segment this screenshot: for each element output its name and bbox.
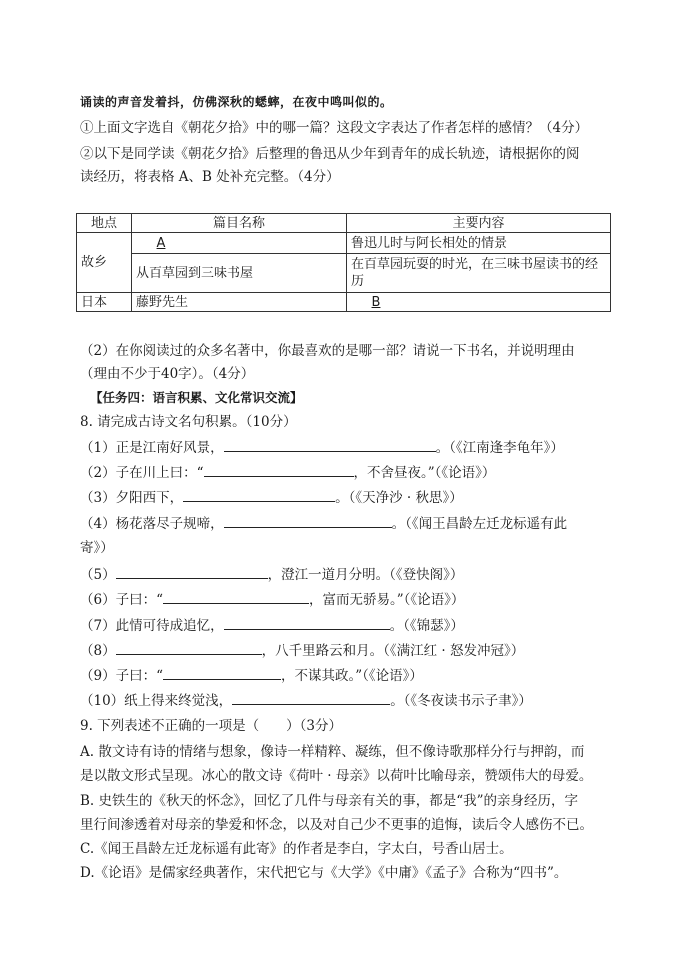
answer-blank[interactable] [163, 665, 281, 680]
poem-item: （8） ，八千里路云和月。（《满江红 · 怒发冲冠》） [80, 640, 524, 661]
answer-blank[interactable] [116, 564, 268, 579]
cell-content-2: 在百草园玩耍的时光，在三味书屋读书的经历 [347, 254, 611, 293]
header-content: 主要内容 [347, 214, 611, 233]
question-2-line1: （2）在你阅读过的众多名著中，你最喜欢的是哪一部？请说一下书名，并说明理由 [80, 343, 575, 359]
header-place: 地点 [77, 214, 132, 233]
option-b-line2: 里行间渗透着对母亲的挚爱和怀念，以及对自己少不更事的追悔，读后令人感伤不已。 [80, 817, 593, 833]
poem-item-continued: 寄》） [80, 540, 114, 556]
cell-place-japan: 日本 [77, 293, 132, 312]
cell-content-b[interactable] [347, 293, 611, 312]
blank-a[interactable]: A [156, 235, 166, 251]
answer-blank[interactable] [163, 589, 309, 604]
option-a-line1: A. 散文诗有诗的情绪与想象，像诗一样精粹、凝练，但不像诗歌那样分行与押韵，而 [80, 744, 585, 760]
question-2-line2: （理由不少于40字）。（4分） [80, 366, 255, 382]
table-row [77, 254, 611, 293]
table-row [77, 293, 611, 312]
poem-item: （3）夕阳西下， 。（《天净沙 · 秋思》） [80, 487, 463, 508]
answer-blank[interactable] [224, 513, 392, 528]
option-a-line2: 是以散文形式呈现。冰心的散文诗《荷叶 · 母亲》以荷叶比喻母亲，赞颂伟大的母爱。 [80, 768, 593, 784]
task-four-heading: 【任务四：语言积累、文化常识交流】 [90, 390, 303, 405]
poem-item: （1）正是江南好风景， 。（《江南逢李龟年》） [80, 437, 564, 458]
poem-item: （5） ，澄江一道月分明。（《登快阁》） [80, 564, 463, 585]
cell-title-3: 藤野先生 [132, 293, 347, 312]
cell-place-hometown: 故乡 [77, 233, 132, 293]
quoted-passage: 诵读的声音发着抖，仿佛深秋的蟋蟀，在夜中鸣叫似的。 [80, 95, 393, 109]
question-1-2-line2: 读经历，将表格 A、B 处补充完整。（4分） [80, 169, 340, 185]
growth-table [76, 213, 611, 312]
table-header-row [77, 214, 611, 233]
poem-item: （9）子曰：“ ，不谋其政。”（《论语》） [80, 665, 423, 686]
cell-title-2: 从百草园到三味书屋 [132, 254, 347, 293]
poem-item: （7）此情可待成追忆， 。（《锦瑟》） [80, 615, 464, 636]
option-c: C.《闻王昌龄左迁龙标遥有此寄》的作者是李白，字太白，号香山居士。 [80, 841, 513, 857]
question-8-title: 8. 请完成古诗文名句积累。（10分） [80, 414, 297, 430]
option-b-line1: B. 史铁生的《秋天的怀念》，回忆了几件与母亲有关的事，都是“我”的亲身经历，字 [80, 793, 579, 809]
answer-blank[interactable] [232, 690, 390, 705]
option-d: D.《论语》是儒家经典著作，宋代把它与《大学》《中庸》《孟子》合称为“四书”。 [80, 865, 568, 881]
answer-blank[interactable] [204, 462, 354, 477]
poem-item: （6）子曰：“ ，富而无骄易。”（《论语》） [80, 589, 464, 610]
table-row [77, 233, 611, 254]
cell-content-1: 鲁迅儿时与阿长相处的情景 [347, 233, 611, 254]
blank-b[interactable]: B [371, 294, 381, 310]
poem-item: （10）纸上得来终觉浅， 。（《冬夜读书示子聿》） [80, 690, 532, 711]
question-1-1: ①上面文字选自《朝花夕拾》中的哪一篇？这段文字表达了作者怎样的感情？（4分） [80, 120, 589, 136]
question-1-2-line1: ②以下是同学读《朝花夕拾》后整理的鲁迅从少年到青年的成长轨迹，请根据你的阅 [80, 146, 580, 162]
question-9-title: 9. 下列表述不正确的一项是（ ）（3分） [80, 718, 343, 734]
answer-blank[interactable] [224, 615, 390, 630]
answer-blank[interactable] [183, 487, 335, 502]
poem-item: （2）子在川上曰：“ ，不舍昼夜。”（《论语》） [80, 462, 495, 483]
poem-item: （4）杨花落尽子规啼， 。（《闻王昌龄左迁龙标遥有此 [80, 513, 567, 534]
header-title: 篇目名称 [132, 214, 347, 233]
answer-blank[interactable] [224, 437, 436, 452]
cell-title-a[interactable] [132, 233, 347, 254]
answer-blank[interactable] [116, 640, 262, 655]
